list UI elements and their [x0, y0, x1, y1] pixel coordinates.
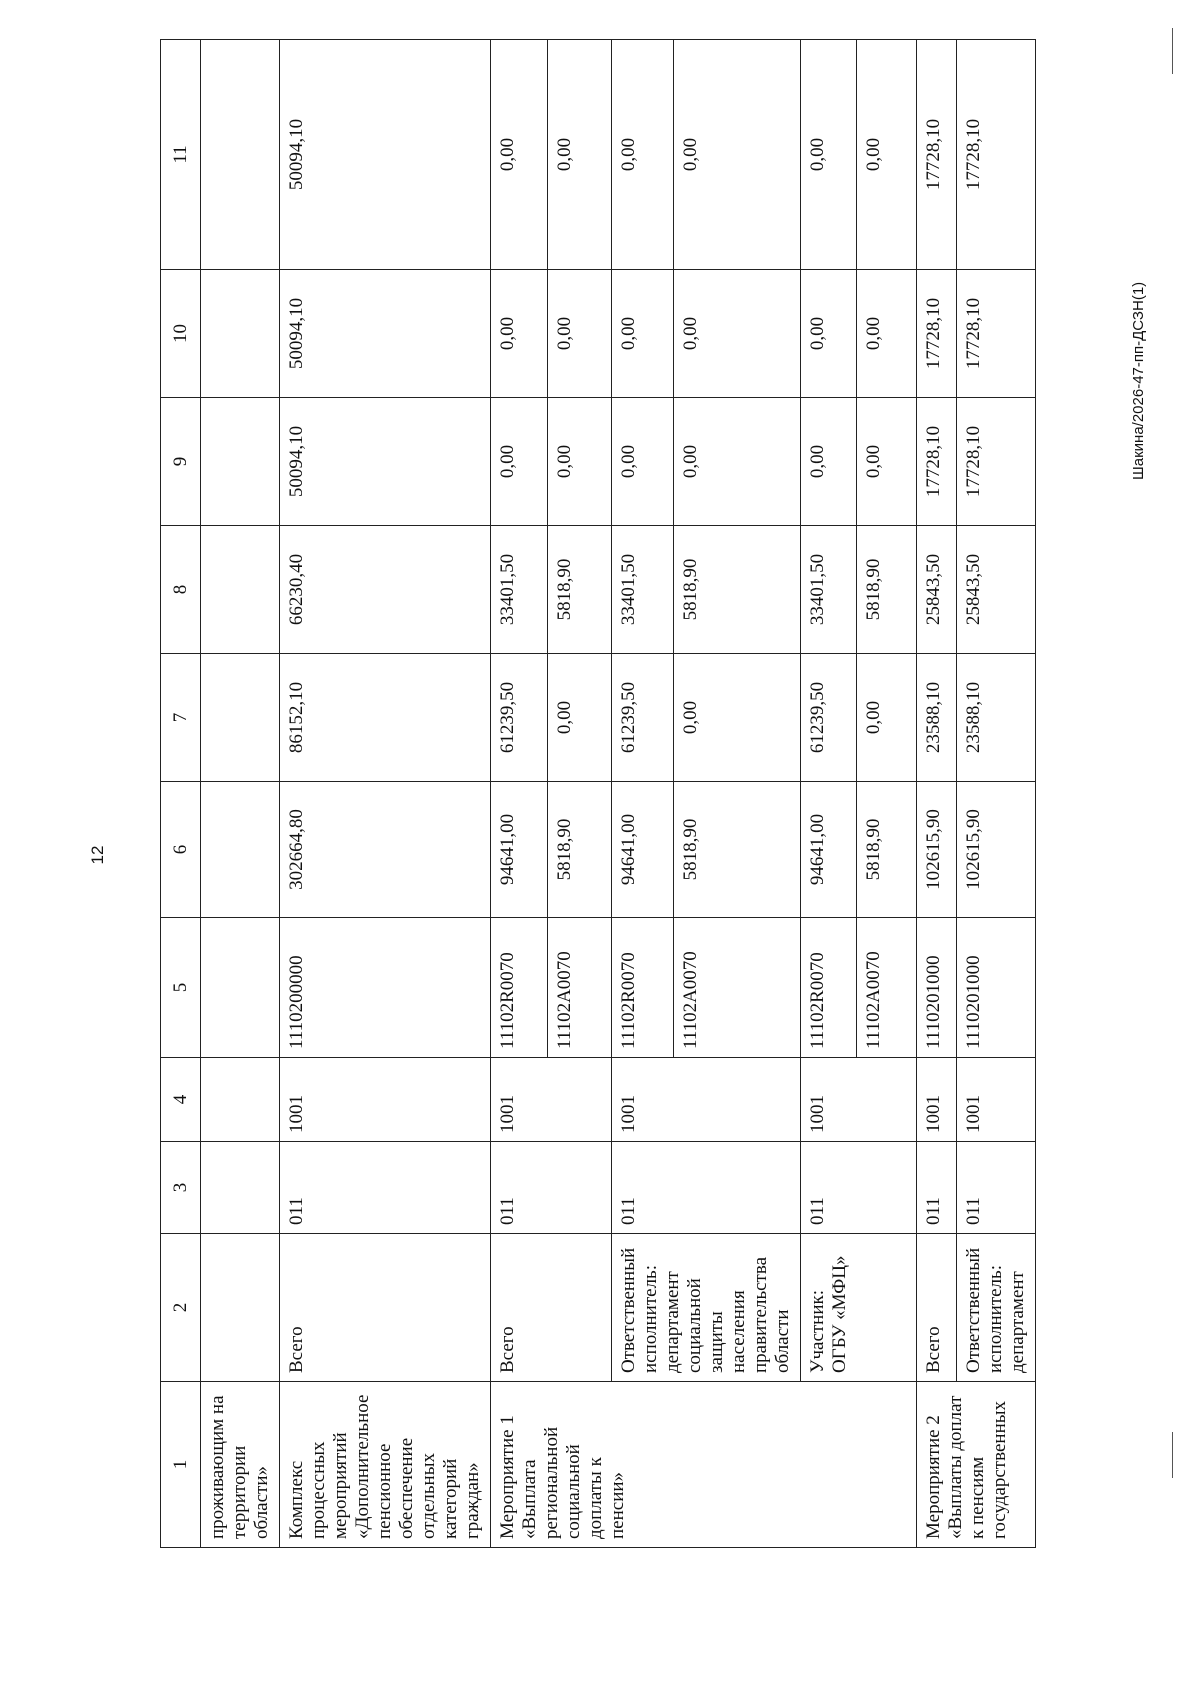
- header-cell: 11: [161, 40, 201, 270]
- page-number: 12: [88, 845, 107, 865]
- table-row: 11102A0070 5818,90 0,00 5818,90 0,00 0,00 0,00: [548, 40, 612, 1548]
- header-cell: 10: [161, 270, 201, 398]
- header-cell: 3: [161, 1142, 201, 1234]
- header-cell: 2: [161, 1234, 201, 1382]
- table-row: Мероприятие 1 «Выплата региональной социальной доплаты к пенсии» Всего 011 1001 11102R0070 94641,00 61239,50 33401,50 0,00 0,00 0,00: [491, 40, 548, 1548]
- program-name: Комплекс процессных мероприятий «Дополнительное пенсионное обеспечение отдельных категорий граждан»: [280, 1382, 491, 1548]
- table-row: Мероприятие 2 «Выплаты доплат к пенсиям государственных Всего 011 1001 1110201000 102615,90 23588,10 25843,50 17728,10 17728,10 17728,10: [917, 40, 957, 1548]
- table-row: Ответственный исполнитель: департамент 011 1001 1110201000 102615,90 23588,10 25843,50 17728,10 17728,10 17728,10: [957, 40, 1036, 1548]
- measure-name: Мероприятие 2 «Выплаты доплат к пенсиям государственных: [917, 1382, 1036, 1548]
- budget-table-rotated: [160, 40, 1028, 1548]
- table-row: Ответственный исполнитель: департамент социальной защиты населения правительства области 011 1001 11102R0070 94641,00 61239,50 33401,50 0,00 0,00 0,00: [612, 40, 674, 1548]
- continued-text: проживающим на территории области»: [201, 1382, 280, 1548]
- footer-code: Шакина/2026-47-пп-ДСЗН(1): [1130, 281, 1147, 480]
- header-cell: 5: [161, 918, 201, 1058]
- header-row: [161, 40, 201, 1548]
- margin-mark-top: [1172, 28, 1173, 74]
- header-cell: 4: [161, 1058, 201, 1142]
- table-row: 11102A0070 5818,90 0,00 5818,90 0,00 0,00 0,00: [857, 40, 917, 1548]
- margin-mark-bottom: [1172, 1432, 1173, 1478]
- measure-name: Мероприятие 1 «Выплата региональной социальной доплаты к пенсии»: [491, 1382, 917, 1548]
- header-cell: 7: [161, 654, 201, 782]
- budget-table: [160, 39, 1036, 1548]
- header-cell: 6: [161, 782, 201, 918]
- table-row: [201, 40, 280, 1548]
- header-cell: 9: [161, 398, 201, 526]
- table-row: Комплекс процессных мероприятий «Дополнительное пенсионное обеспечение отдельных категорий граждан» Всего 011 1001 1110200000 302664,80 86152,10 66230,40 50094,10 50094,10 50094,10: [280, 40, 491, 1548]
- header-cell: 8: [161, 526, 201, 654]
- header-cell: 1: [161, 1382, 201, 1548]
- table-row: 11102A0070 5818,90 0,00 5818,90 0,00 0,00 0,00: [673, 40, 800, 1548]
- table-row: Участник: ОГБУ «МФЦ» 011 1001 11102R0070 94641,00 61239,50 33401,50 0,00 0,00 0,00: [801, 40, 857, 1548]
